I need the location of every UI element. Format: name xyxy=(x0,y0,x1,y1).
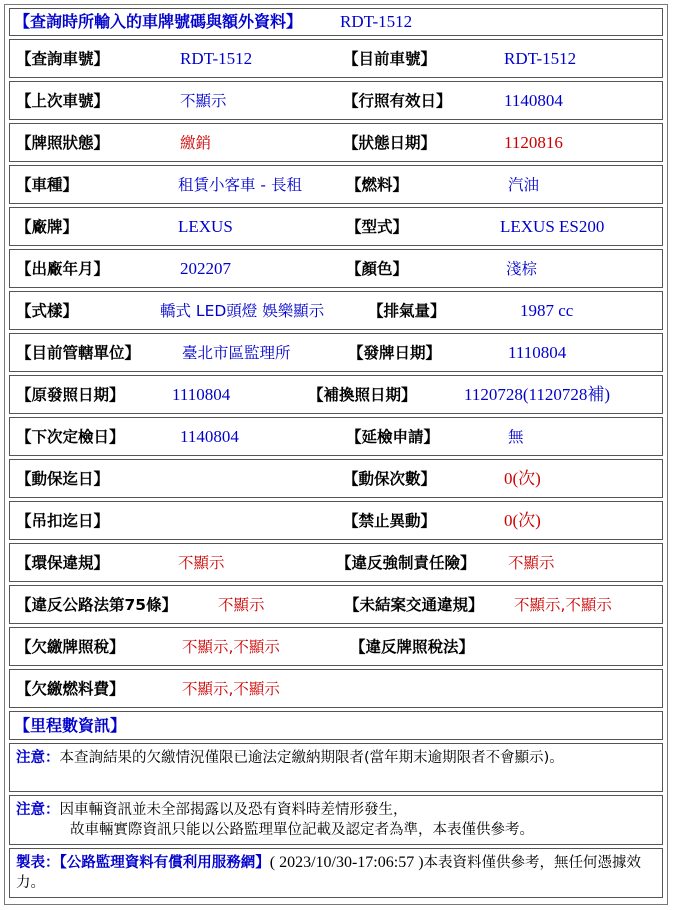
note-disclosure-line1: 因車輛資訊並未全部揭露以及恐有資料時差情形發生， xyxy=(59,802,408,818)
current-plate-value: RDT-1512 xyxy=(504,49,577,68)
plate-tax-due-label: 【欠繳牌照稅】 xyxy=(16,638,125,656)
mortgage-count-value: 0(次) xyxy=(504,469,541,488)
transfer-ban-label: 【禁止異動】 xyxy=(343,512,437,530)
fuel-fee-due-value: 不顯示,不顯示 xyxy=(182,680,280,698)
style-label: 【式樣】 xyxy=(16,302,79,320)
transfer-ban-value: 0(次) xyxy=(504,511,541,530)
reissue-label: 【補換照日期】 xyxy=(308,386,417,404)
displacement-value: 1987 cc xyxy=(520,301,574,320)
report-title: 【查詢時所輸入的車牌號碼與額外資料】 xyxy=(14,12,303,31)
plate-tax-violation-label: 【違反牌照稅法】 xyxy=(350,638,475,656)
brand-value: LEXUS xyxy=(178,217,233,236)
color-value: 淺棕 xyxy=(506,260,538,278)
env-violation-label: 【環保違規】 xyxy=(16,554,110,572)
plate-status-label: 【牌照狀態】 xyxy=(16,134,110,152)
issue-date-label: 【發牌日期】 xyxy=(348,344,442,362)
road-law-75-value: 不顯示 xyxy=(218,596,265,614)
plate-status-value: 繳銷 xyxy=(180,134,212,152)
report-title-plate: RDT-1512 xyxy=(340,12,413,31)
color-label: 【顏色】 xyxy=(346,260,409,278)
unsettled-traffic-label: 【未結案交通違規】 xyxy=(344,596,484,614)
note-arrears-body: 本查詢結果的欠繳情況僅限已逾法定繳納期限者(當年期末逾期限者不會顯示)。 xyxy=(59,750,564,766)
query-plate-value: RDT-1512 xyxy=(180,49,253,68)
mileage-title: 【里程數資訊】 xyxy=(14,716,127,735)
row-seizure xyxy=(9,501,663,540)
row-manufacture xyxy=(9,249,663,288)
manufacture-label: 【出廠年月】 xyxy=(16,260,110,278)
row-plate-status xyxy=(9,123,663,162)
inspection-extension-value: 無 xyxy=(508,428,524,446)
report-maker-label: 製表： xyxy=(16,855,60,871)
report-maker xyxy=(9,848,663,898)
report-maker-timestamp: ( 2023/10/30-17:06:57 ) xyxy=(269,854,424,871)
report-maker-service: 【公路監理資料有償利用服務網】 xyxy=(59,855,270,871)
row-inspection xyxy=(9,417,663,456)
inspection-extension-label: 【延檢申請】 xyxy=(346,428,440,446)
query-plate-label: 【查詢車號】 xyxy=(16,50,110,68)
next-inspection-value: 1140804 xyxy=(180,427,239,446)
next-inspection-label: 【下次定檢日】 xyxy=(16,428,125,446)
license-valid-label: 【行照有效日】 xyxy=(343,92,452,110)
mileage-section xyxy=(9,711,663,740)
row-plate-tax xyxy=(9,627,663,666)
row-style xyxy=(9,291,663,330)
row-original-issue xyxy=(9,375,663,414)
note-arrears-text xyxy=(16,748,656,768)
report-maker-text xyxy=(16,853,656,893)
row-env-violation xyxy=(9,543,663,582)
note-disclosure-label: 注意： xyxy=(16,802,60,818)
note-arrears-label: 注意： xyxy=(16,750,60,766)
seizure-date-label: 【吊扣迄日】 xyxy=(16,512,110,530)
row-mortgage xyxy=(9,459,663,498)
row-previous-plate xyxy=(9,81,663,120)
model-value: LEXUS ES200 xyxy=(500,217,605,236)
license-valid-value: 1140804 xyxy=(504,91,563,110)
fuel-value: 汽油 xyxy=(508,176,540,194)
mortgage-count-label: 【動保次數】 xyxy=(343,470,437,488)
previous-plate-label: 【上次車號】 xyxy=(16,92,110,110)
reissue-value: 1120728(1120728補) xyxy=(464,385,611,404)
model-label: 【型式】 xyxy=(346,218,409,236)
row-office xyxy=(9,333,663,372)
road-law-75-label: 【違反公路法第75條】 xyxy=(16,596,178,614)
original-issue-value: 1110804 xyxy=(172,385,231,404)
previous-plate-value: 不顯示 xyxy=(180,92,227,110)
brand-label: 【廠牌】 xyxy=(16,218,79,236)
row-vehicle-type xyxy=(9,165,663,204)
note-arrears xyxy=(9,743,663,792)
note-disclosure xyxy=(9,795,663,845)
fuel-label: 【燃料】 xyxy=(346,176,409,194)
office-label: 【目前管轄單位】 xyxy=(16,344,141,362)
current-plate-label: 【目前車號】 xyxy=(343,50,437,68)
report-header xyxy=(9,8,663,36)
row-plates xyxy=(9,39,663,78)
vehicle-type-label: 【車種】 xyxy=(16,176,79,194)
row-road-law xyxy=(9,585,663,624)
original-issue-label: 【原發照日期】 xyxy=(16,386,125,404)
office-value: 臺北市區監理所 xyxy=(182,344,291,362)
insurance-violation-value: 不顯示 xyxy=(508,554,555,572)
report-maker-disclaimer: 本表資料僅供參考，無任何憑據效力。 xyxy=(16,855,642,891)
manufacture-value: 202207 xyxy=(180,259,231,278)
insurance-violation-label: 【違反強制責任險】 xyxy=(336,554,476,572)
plate-tax-due-value: 不顯示,不顯示 xyxy=(182,638,280,656)
fuel-fee-due-label: 【欠繳燃料費】 xyxy=(16,680,125,698)
status-date-label: 【狀態日期】 xyxy=(343,134,437,152)
displacement-label: 【排氣量】 xyxy=(368,302,446,320)
issue-date-value: 1110804 xyxy=(508,343,567,362)
unsettled-traffic-value: 不顯示,不顯示 xyxy=(514,596,612,614)
note-disclosure-text xyxy=(16,800,656,840)
note-disclosure-line2: 故車輛實際資訊只能以公路監理單位記載及認定者為準，本表僅供參考。 xyxy=(70,822,534,838)
vehicle-report xyxy=(4,4,668,905)
env-violation-value: 不顯示 xyxy=(178,554,225,572)
status-date-value: 1120816 xyxy=(504,133,563,152)
vehicle-type-value: 租賃小客車 - 長租 xyxy=(178,176,302,194)
row-fuel-fee xyxy=(9,669,663,708)
style-value: 轎式 LED頭燈 娛樂顯示 xyxy=(160,302,325,320)
mortgage-date-label: 【動保迄日】 xyxy=(16,470,110,488)
row-brand xyxy=(9,207,663,246)
